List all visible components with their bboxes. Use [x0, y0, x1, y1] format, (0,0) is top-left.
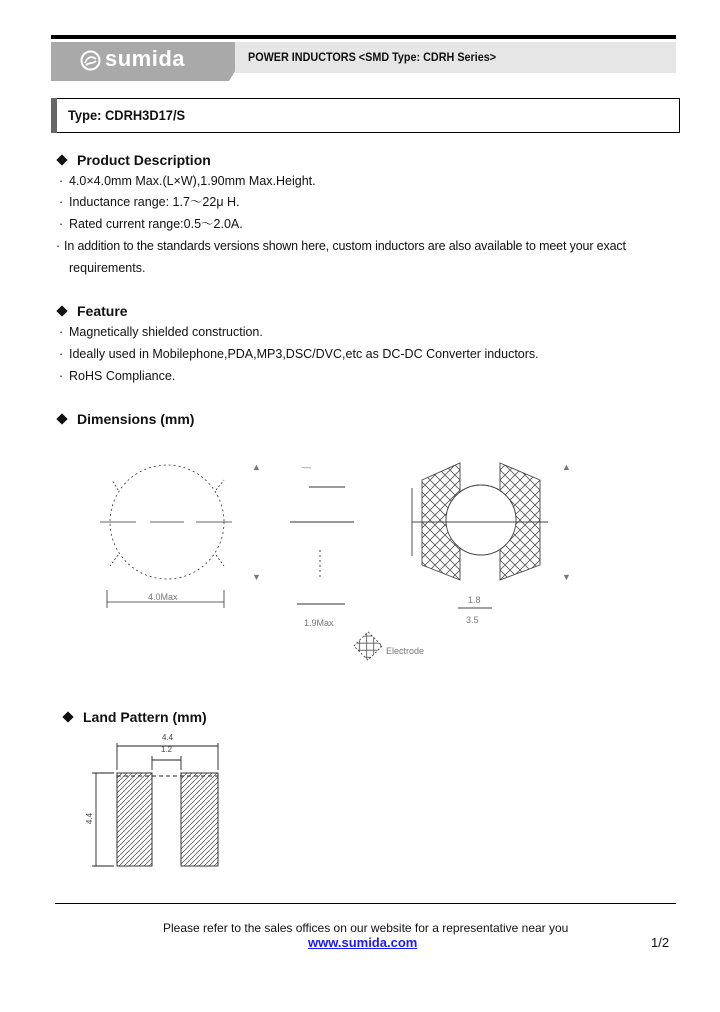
- svg-text:4.0Max: 4.0Max: [148, 592, 178, 602]
- svg-text:1.9Max: 1.9Max: [304, 618, 334, 628]
- bottom-view-drawing: [354, 462, 571, 660]
- list-item: · 4.0×4.0mm Max.(L×W),1.90mm Max.Height.: [59, 174, 316, 188]
- land-dim-outer: 4.4: [162, 733, 174, 742]
- footer-rule: [55, 903, 676, 904]
- brand-name: sumida: [105, 46, 186, 71]
- header-title: POWER INDUCTORS <SMD Type: CDRH Series>: [248, 50, 497, 64]
- list-item: · In addition to the standards versions shown here, custom inductors are also available to meet your exact: [56, 239, 626, 253]
- footer-note: Please refer to the sales offices on our website for a representative near you: [163, 921, 569, 935]
- svg-text:3.5: 3.5: [466, 615, 479, 625]
- type-label: Type: CDRH3D17/S: [68, 107, 186, 123]
- land-dim-inner: 1.2: [161, 745, 173, 754]
- top-view-drawing: [100, 462, 261, 608]
- svg-text:1.8: 1.8: [468, 595, 481, 605]
- land-pattern-drawing: [92, 743, 218, 866]
- svg-text:▲: ▲: [562, 462, 571, 472]
- list-item: · Magnetically shielded construction.: [59, 325, 263, 339]
- diamond-bullet-icon: [62, 711, 73, 722]
- side-view-drawing: [290, 462, 354, 628]
- land-dim-side: 4.4: [85, 812, 95, 825]
- svg-text:▲: ▲: [252, 462, 261, 472]
- list-item: · Ideally used in Mobilephone,PDA,MP3,DSC/DVC,etc as DC-DC Converter inductors.: [59, 347, 539, 361]
- svg-text:▼: ▼: [562, 572, 571, 582]
- list-item: · Inductance range: 1.7〜22μ H.: [59, 195, 240, 209]
- section-title: Land Pattern (mm): [83, 709, 207, 725]
- section-title: Product Description: [77, 152, 211, 168]
- section-title: Feature: [77, 303, 128, 319]
- svg-text:Electrode: Electrode: [386, 646, 425, 656]
- svg-text:—: —: [302, 462, 311, 472]
- list-item: · Rated current range:0.5〜2.0A.: [59, 217, 243, 231]
- website-link[interactable]: www.sumida.com: [308, 935, 418, 950]
- section-title: Dimensions (mm): [77, 411, 195, 427]
- section-land-pattern: [64, 709, 207, 725]
- list-item-continuation: requirements.: [69, 261, 146, 275]
- svg-text:▼: ▼: [252, 572, 261, 582]
- page-number: 1/2: [651, 935, 670, 950]
- list-item: · RoHS Compliance.: [59, 369, 176, 383]
